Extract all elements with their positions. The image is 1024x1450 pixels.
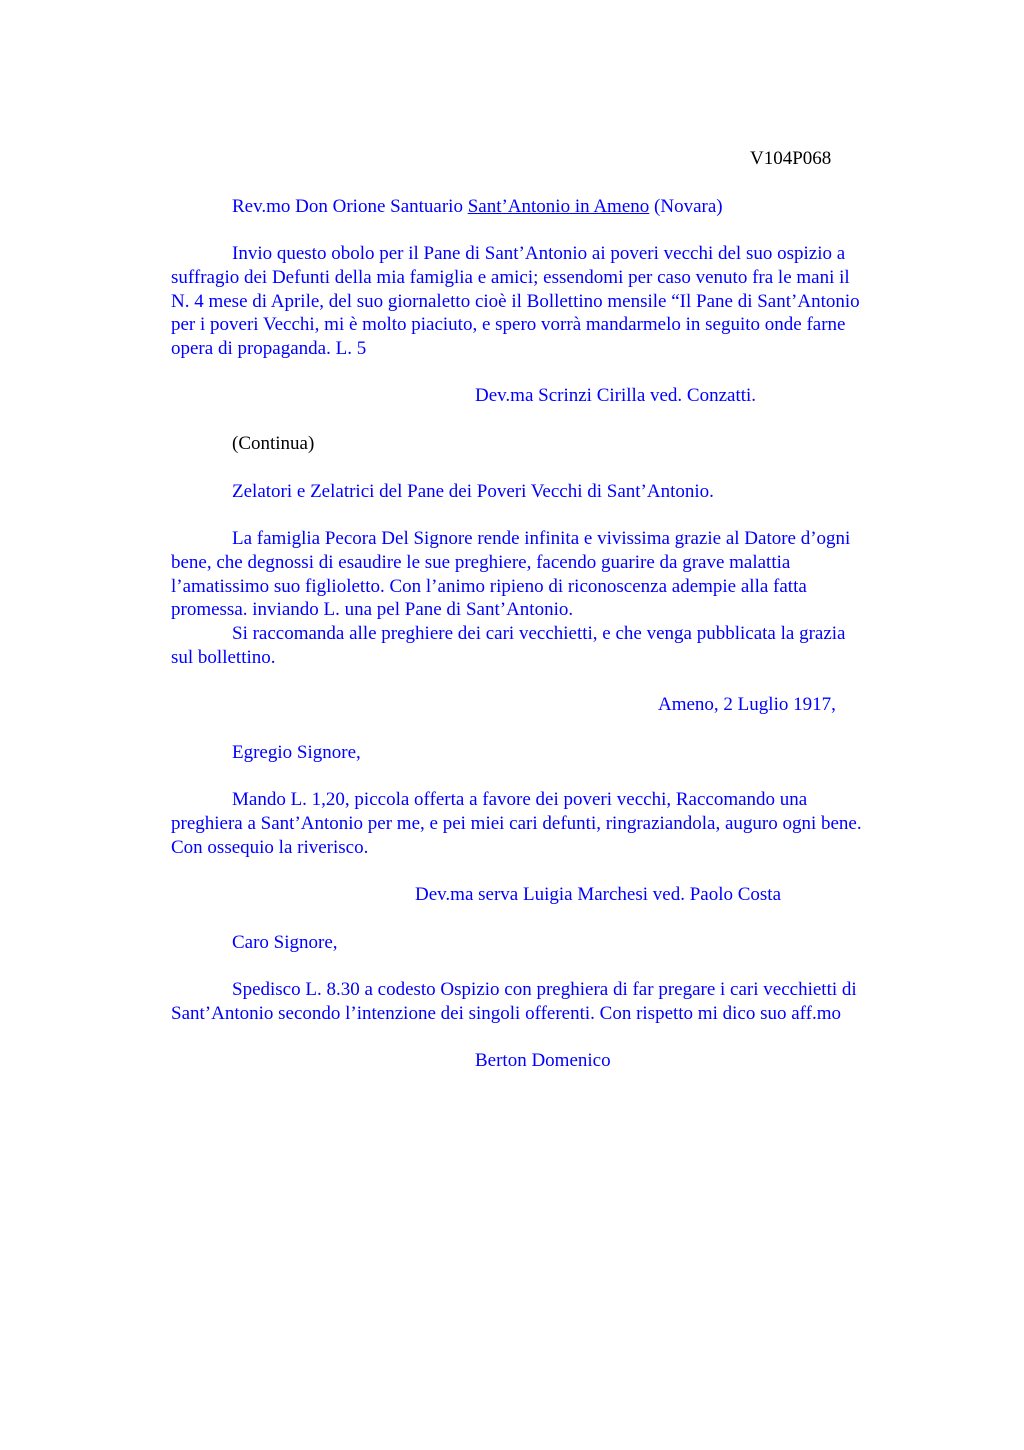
letter3-line-3: Con ossequio la riverisco.	[171, 837, 369, 858]
letter3-signature: Dev.ma serva Luigia Marchesi ved. Paolo Costa	[415, 884, 782, 905]
letter4-signature: Berton Domenico	[475, 1050, 611, 1071]
letter2-line-2: bene, che degnossi di esaudire le sue preghiere, facendo guarire da grave malattia	[171, 552, 791, 573]
letter2-line-3: l’amatissimo suo figlioletto. Con l’animo ripieno di riconoscenza adempie alla fatta	[171, 576, 807, 597]
heading-prefix: Rev.mo Don Orione Santuario	[232, 196, 468, 217]
letter1-line-4: per i poveri Vecchi, mi è molto piaciuto, e spero vorrà mandarmelo in seguito onde farne	[171, 314, 846, 335]
letter3-line-1: Mando L. 1,20, piccola offerta a favore dei poveri vecchi, Raccomando una	[232, 789, 808, 810]
letter1-line-5: opera di propaganda. L. 5	[171, 338, 367, 359]
letter4-line-1: Spedisco L. 8.30 a codesto Ospizio con preghiera di far pregare i cari vecchietti di	[232, 979, 857, 1000]
letter3-salutation: Egregio Signore,	[232, 742, 361, 763]
letter2-line-5: Si raccomanda alle preghiere dei cari vecchietti, e che venga pubblicata la grazia	[232, 623, 846, 644]
letter1-line-1: Invio questo obolo per il Pane di Sant’Antonio ai poveri vecchi del suo ospizio a	[232, 243, 846, 264]
letter4-salutation: Caro Signore,	[232, 932, 338, 953]
letter4-line-2: Sant’Antonio secondo l’intenzione dei singoli offerenti. Con rispetto mi dico suo aff.mo	[171, 1003, 841, 1024]
letter3-date: Ameno, 2 Luglio 1917,	[658, 694, 836, 715]
letter2-line-6: sul bollettino.	[171, 647, 276, 668]
heading-suffix: (Novara)	[649, 196, 723, 217]
letter-heading	[232, 195, 723, 219]
letter3-line-2: preghiera a Sant’Antonio per me, e pei miei cari defunti, ringraziandola, auguro ogni bene.	[171, 813, 862, 834]
letter2-line-4: promessa. inviando L. una pel Pane di Sant’Antonio.	[171, 599, 574, 620]
document-reference-code: V104P068	[750, 148, 832, 169]
continua-note: (Continua)	[232, 433, 315, 454]
letter1-line-3: N. 4 mese di Aprile, del suo giornaletto cioè il Bollettino mensile “Il Pane di Sant’Antonio	[171, 291, 860, 312]
letter1-signature: Dev.ma Scrinzi Cirilla ved. Conzatti.	[475, 385, 757, 406]
heading-place: Sant’Antonio in Ameno	[467, 196, 650, 217]
section-title: Zelatori e Zelatrici del Pane dei Poveri Vecchi di Sant’Antonio.	[232, 481, 714, 502]
letter1-line-2: suffragio dei Defunti della mia famiglia e amici; essendomi per caso venuto fra le mani il	[171, 267, 850, 288]
letter2-line-1: La famiglia Pecora Del Signore rende infinita e vivissima grazie al Datore d’ogni	[232, 528, 851, 549]
